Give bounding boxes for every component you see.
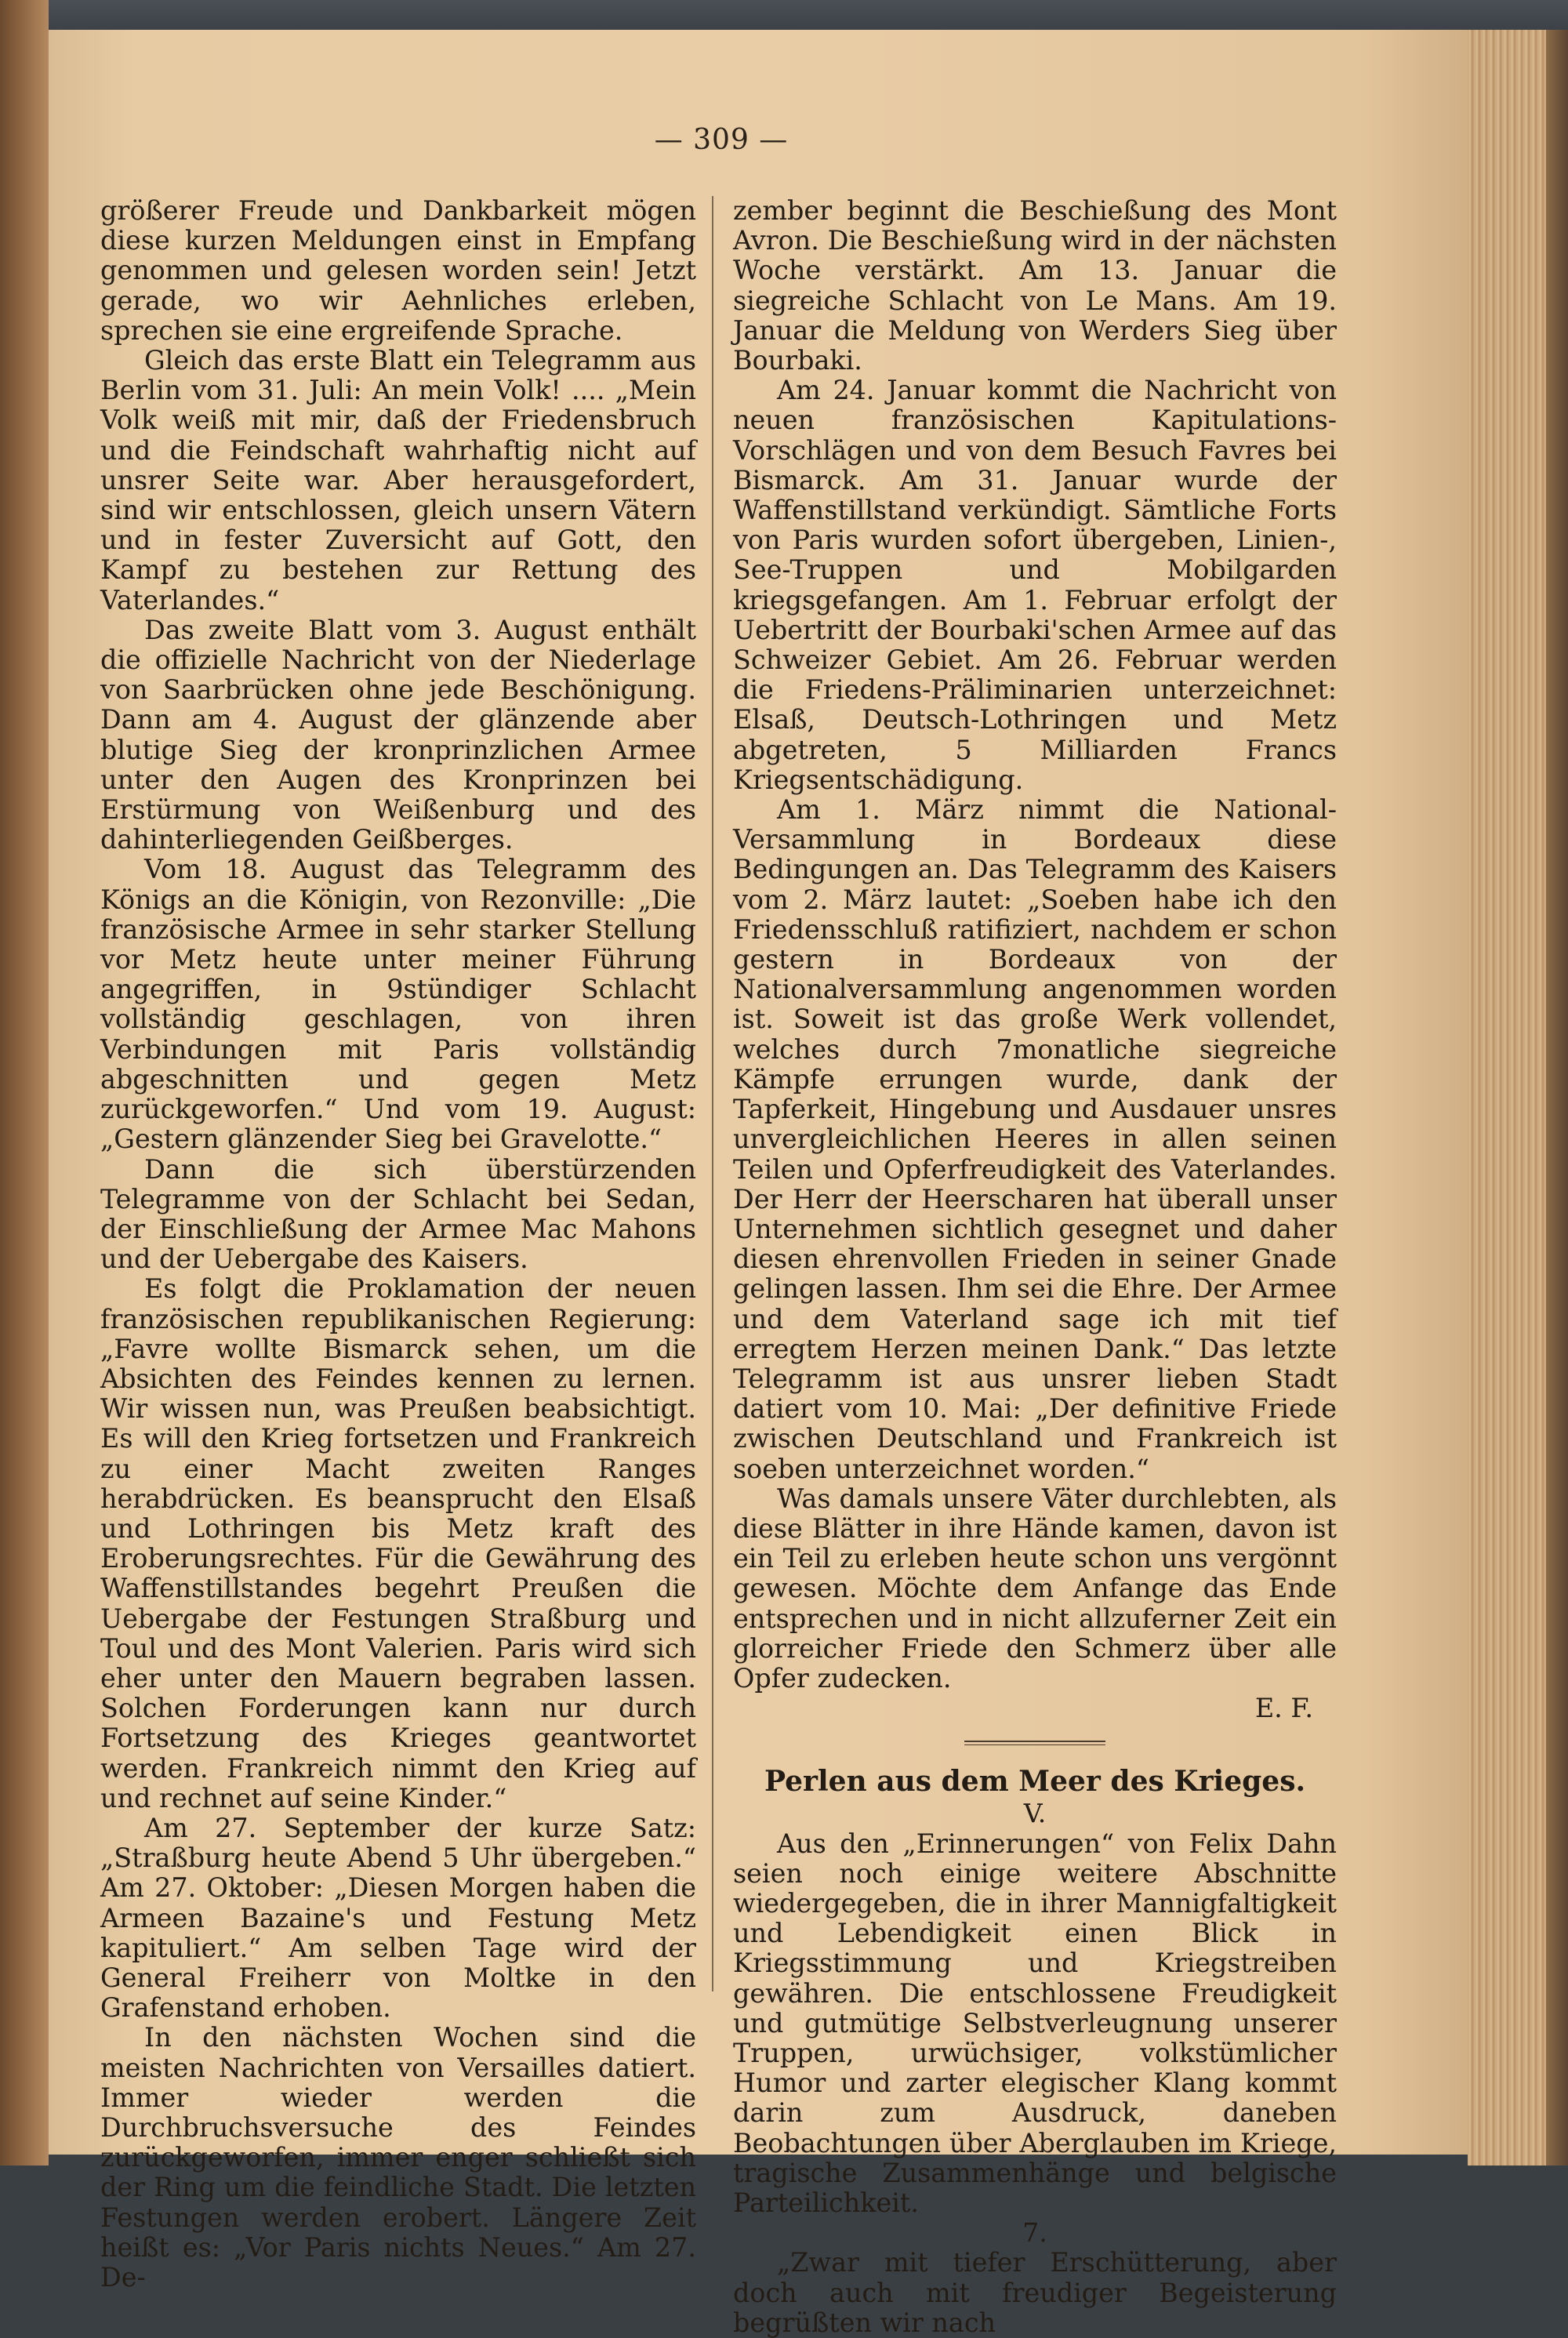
paragraph: Am 24. Januar kommt die Nachricht von neuen französischen Kapitulations-Vorschlägen und von dem Besuch Favres bei Bismarck. Am 31. Januar wurde der Waffenstillstand verkündigt. Sämtliche Forts von Paris wurden sofort übergeben, Linien-, See-Truppen und Mobilgarden kriegsgefangen. Am 1. Februar erfolgt der Uebertritt der Bourbaki'schen Armee auf das Schweizer Gebiet. Am 26. Februar werden die Friedens-Präliminarien unterzeichnet: Elsaß, Deutsch-Lothringen und Metz abgetreten, 5 Milliarden Francs Kriegsentschädigung. bbox=[733, 375, 1337, 795]
page-edge-shadow bbox=[1546, 30, 1568, 2166]
paragraph: In den nächsten Wochen sind die meisten Nachrichten von Versailles datiert. Immer wieder werden die Durchbruchsversuche des Feindes zurückgeworfen, immer enger schließt sich der Ring um die feindliche Stadt. Die letzten Festungen werden erobert. Längere Zeit heißt es: „Vor Paris nichts Neues.“ Am 27. De- bbox=[100, 2022, 696, 2293]
right-column bbox=[733, 196, 1337, 2338]
paragraph: Aus den „Erinnerungen“ von Felix Dahn seien noch einige weitere Abschnitte wiedergegeben, die in ihrer Mannigfaltigkeit und Lebendigkeit einen Blick in Kriegsstimmung und Kriegstreiben gewähren. Die entschlossene Freudigkeit und gutmütige Selbstverleugnung unserer Truppen, urwüchsiger, volkstümlicher Humor und zarter elegischer Klang kommt darin zum Ausdruck, daneben Beobachtungen über Aberglauben im Kriege, tragische Zusammenhänge und belgische Parteilichkeit. bbox=[733, 1828, 1337, 2218]
book-spine bbox=[0, 0, 49, 2166]
left-column bbox=[100, 196, 696, 2293]
author-signature: E. F. bbox=[1254, 1693, 1313, 1724]
paragraph: Am 27. September der kurze Satz: „Straßburg heute Abend 5 Uhr übergeben.“ Am 27. Oktober: „Diesen Morgen haben die Armeen Bazaine's und Festung Metz kapituliert.“ Am selben Tage wird der General Freiherr von Moltke in den Grafenstand erhoben. bbox=[100, 1812, 696, 2024]
book-cover-top bbox=[0, 0, 1568, 31]
paragraph: Gleich das erste Blatt ein Telegramm aus Berlin vom 31. Juli: An mein Volk! .... „Mein Volk weiß mit mir, daß der Friedensbruch und die Feindschaft wahrhaftig nicht auf unsrer Seite war. Aber herausgefordert, sind wir entschlossen, gleich unsern Vätern und in fester Zuversicht auf Gott, den Kampf zu bestehen zur Rettung des Vaterlandes.“ bbox=[100, 345, 696, 615]
paragraph: Vom 18. August das Telegramm des Königs an die Königin, von Rezonville: „Die französische Armee in sehr starker Stellung vor Metz heute unter meiner Führung angegriffen, in 9stündiger Schlacht vollständig geschlagen, von ihren Verbindungen mit Paris vollständig abgeschnitten und gegen Metz zurückgeworfen.“ Und vom 19. August: „Gestern glänzender Sieg bei Gravelotte.“ bbox=[100, 854, 696, 1155]
section-separator bbox=[964, 1741, 1105, 1745]
paragraph: Es folgt die Proklamation der neuen französischen republikanischen Regierung: „Favre wollte Bismarck sehen, um die Absichten des Feindes kennen zu lernen. Wir wissen nun, was Preußen beabsichtigt. Es will den Krieg fortsetzen und Frankreich zu einer Macht zweiten Ranges herabdrücken. Es beansprucht den Elsaß und Lothringen bis Metz kraft des Eroberungsrechtes. Für die Gewährung des Waffenstillstandes begehrt Preußen die Uebergabe der Festungen Straßburg und Toul und des Mont Valerien. Paris wird sich eher unter den Mauern begraben lassen. Solchen Forderungen kann nur durch Fortsetzung des Krieges geantwortet werden. Frankreich nimmt den Krieg auf und rechnet auf seine Kinder.“ bbox=[100, 1273, 696, 1813]
paragraph: Was damals unsere Väter durchlebten, als diese Blätter in ihre Hände kamen, davon ist ein Teil zu erleben heute schon uns vergönnt gewesen. Möchte dem Anfange das Ende entsprechen und in nicht allzuferner Zeit ein glorreicher Friede den Schmerz über alle Opfer zudecken. bbox=[733, 1483, 1337, 1694]
paragraph: Am 1. März nimmt die National-Versammlung in Bordeaux diese Bedingungen an. Das Telegramm des Kaisers vom 2. März lautet: „Soeben habe ich den Friedensschluß ratifiziert, nachdem er schon gestern in Bordeaux von der Nationalversammlung angenommen worden ist. Soweit ist das große Werk vollendet, welches durch 7monatliche siegreiche Kämpfe errungen wurde, dank der Tapferkeit, Hingebung und Ausdauer unsres unvergleichlichen Heeres in allen seinen Teilen und Opferfreudigkeit des Vaterlandes. Der Herr der Heerscharen hat überall unser Unternehmen sichtlich gesegnet und daher diesen ehrenvollen Frieden in seiner Gnade gelingen lassen. Ihm sei die Ehre. Der Armee und dem Vaterland sage ich mit tief erregtem Herzen meinen Dank.“ Das letzte Telegramm ist aus unsrer lieben Stadt datiert vom 10. Mai: „Der definitive Friede zwischen Deutschland und Frankreich ist soeben unterzeichnet worden.“ bbox=[733, 794, 1337, 1484]
section-heading: Perlen aus dem Meer des Krieges. bbox=[764, 1765, 1305, 1799]
column-divider bbox=[712, 196, 713, 1991]
paragraph: größerer Freude und Dankbarkeit mögen diese kurzen Meldungen einst in Empfang genommen und gelesen worden sein! Jetzt gerade, wo wir Aehnliches erleben, sprechen sie eine ergreifende Sprache. bbox=[100, 195, 696, 346]
paragraph: zember beginnt die Beschießung des Mont Avron. Die Beschießung wird in der nächsten Woche verstärkt. Am 13. Januar die siegreiche Schlacht von Le Mans. Am 19. Januar die Meldung von Werders Sieg über Bourbaki. bbox=[733, 195, 1337, 376]
section-number: V. bbox=[1023, 1798, 1047, 1829]
page-number: — 309 — bbox=[654, 124, 789, 156]
paragraph: Das zweite Blatt vom 3. August enthält die offizielle Nachricht von der Niederlage von Saarbrücken ohne jede Beschönigung. Dann am 4. August der glänzende aber blutige Sieg der kronprinzlichen Armee unter den Augen des Kronprinzen bei Erstürmung von Weißenburg und des dahinterliegenden Geißberges. bbox=[100, 614, 696, 855]
paragraph: „Zwar mit tiefer Erschütterung, aber doch auch mit freudiger Begeisterung begrüßten wir nach bbox=[733, 2247, 1337, 2338]
subsection-number: 7. bbox=[1022, 2217, 1047, 2249]
paragraph: Dann die sich überstürzenden Telegramme von der Schlacht bei Sedan, der Einschließung der Armee Mac Mahons und der Uebergabe des Kaisers. bbox=[100, 1153, 696, 1275]
